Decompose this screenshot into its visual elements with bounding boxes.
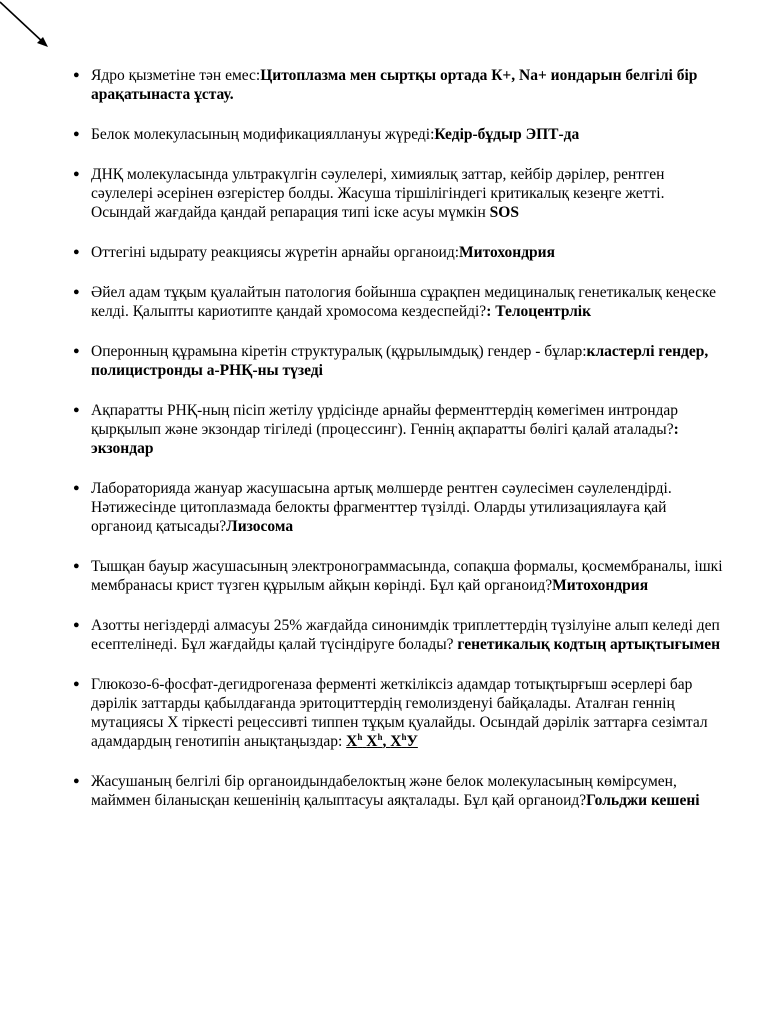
question-text: Әйел адам тұқым қуалайтын патология бойынша сұрақпен медициналық генетикалық кеңеске келді. Қалыпты кариотипте қандай хромосома кездеспейді? [91, 284, 717, 320]
list-item [0, 401, 768, 458]
bullet-icon: ● [73, 168, 80, 180]
answer-text: кластерлі гендер, полицистронды а-РНҚ-ны түзеді [91, 343, 709, 379]
answer-text: Цитоплазма мен сыртқы ортада К+, Na+ иондарын белгілі бір арақатынаста ұстау. [91, 67, 698, 103]
question-text: Оттегіні ыдырату реакциясы жүретін арнайы органоид: [91, 244, 460, 261]
answer-text: SOS [489, 204, 519, 221]
question-text: Ядро қызметіне тән емес: [91, 67, 261, 84]
bullet-icon: ● [73, 69, 80, 81]
bullet-icon: ● [73, 619, 80, 631]
list-item [0, 165, 768, 222]
list-item [0, 772, 768, 810]
answer-text: Гольджи кешені [586, 792, 700, 809]
question-answer-list [0, 66, 768, 831]
answer-text: : экзондар [91, 421, 679, 457]
answer-text: генетикалық кодтың артықтығымен [457, 636, 721, 653]
question-text: Ақпаратты РНҚ-ның пісіп жетілу үрдісінде арнайы ферменттердің көмегімен интрондар қырқылып және экзондар тігіледі (процессинг). Геннің ақпаратты бөлігі қалай аталады? [91, 402, 679, 438]
list-item [0, 283, 768, 321]
question-text: Азотты негіздерді алмасуы 25% жағдайда синонимдік триплеттердің түзілуіне алып келеді деп есептелінеді. Бұл жағдайды қалай түсіндіруге болады? [91, 617, 720, 653]
list-item [0, 479, 768, 536]
bullet-icon: ● [73, 482, 80, 494]
answer-text: Лизосома [226, 518, 294, 535]
bullet-icon: ● [73, 775, 80, 787]
list-item [0, 616, 768, 654]
list-item [0, 125, 768, 144]
bullet-icon: ● [73, 128, 80, 140]
bullet-icon: ● [73, 404, 80, 416]
answer-text: : Телоцентрлік [486, 303, 592, 320]
list-item [0, 342, 768, 380]
bullet-icon: ● [73, 678, 80, 690]
bullet-icon: ● [73, 345, 80, 357]
list-item [0, 675, 768, 751]
question-text: Оперонның құрамына кіретін структуралық (құрылымдық) гендер - бұлар: [91, 343, 587, 360]
list-item [0, 66, 768, 104]
bullet-icon: ● [73, 560, 80, 572]
question-text: Лабораторияда жануар жасушасына артық мөлшерде рентген сәулесімен сәулелендірді. Нәтижесінде цитоплазмада белокты фрагменттер түзілді. Оларды утилизациялауға қай органоид қатысады? [91, 480, 672, 535]
genotype-answer: $X^h$ $X^h$, $X^hУ$ [346, 732, 418, 750]
question-text: ДНҚ молекуласында ультракүлгін сәулелері, химиялық заттар, кейбір дәрілер, рентген сәулелері әсерінен өзгерістер болды. Жасуша тіршілігіндегі критикалық кезеңге жетті. Осындай жағдайда қандай репарация типі іске асуы мүмкін [91, 166, 665, 221]
corner-arrow-icon [0, 0, 60, 60]
answer-text: Митохондрия [459, 244, 555, 261]
question-text: Белок молекуласының модификацияллануы жүреді: [91, 126, 435, 143]
answer-text: Кедір-бұдыр ЭПТ-да [434, 126, 580, 143]
bullet-icon: ● [73, 286, 80, 298]
question-text: Жасушаның белгілі бір органоидындабелоктың және белок молекуласының көмірсумен, майммен біланысқан кешенінің қалыптасуы аяқталады. Бұл қай органоид? [91, 773, 677, 809]
list-item [0, 243, 768, 262]
bullet-icon: ● [73, 246, 80, 258]
list-item [0, 557, 768, 595]
question-text: Тышқан бауыр жасушасының электронограммасында, сопақша формалы, қосмембраналы, ішкі мембранасы крист түзген құрылым айқын көрінді. Бұл қай органоид? [91, 558, 723, 594]
answer-text: Митохондрия [552, 577, 649, 594]
question-text: Глюкозо-6-фосфат-дегидрогеназа ферменті жеткіліксіз адамдар тотықтырғыш әсерлері бар дәрілік заттарды қабылдағанда эритоциттердің гемолизденуі байқалады. Аталған геннің мутациясы Х тіркесті рецессивті типпен тұқым қуалайды. Осындай дәрілік заттарға сезімтал адамдардың генотипін анықтаңыздар: [91, 676, 708, 750]
